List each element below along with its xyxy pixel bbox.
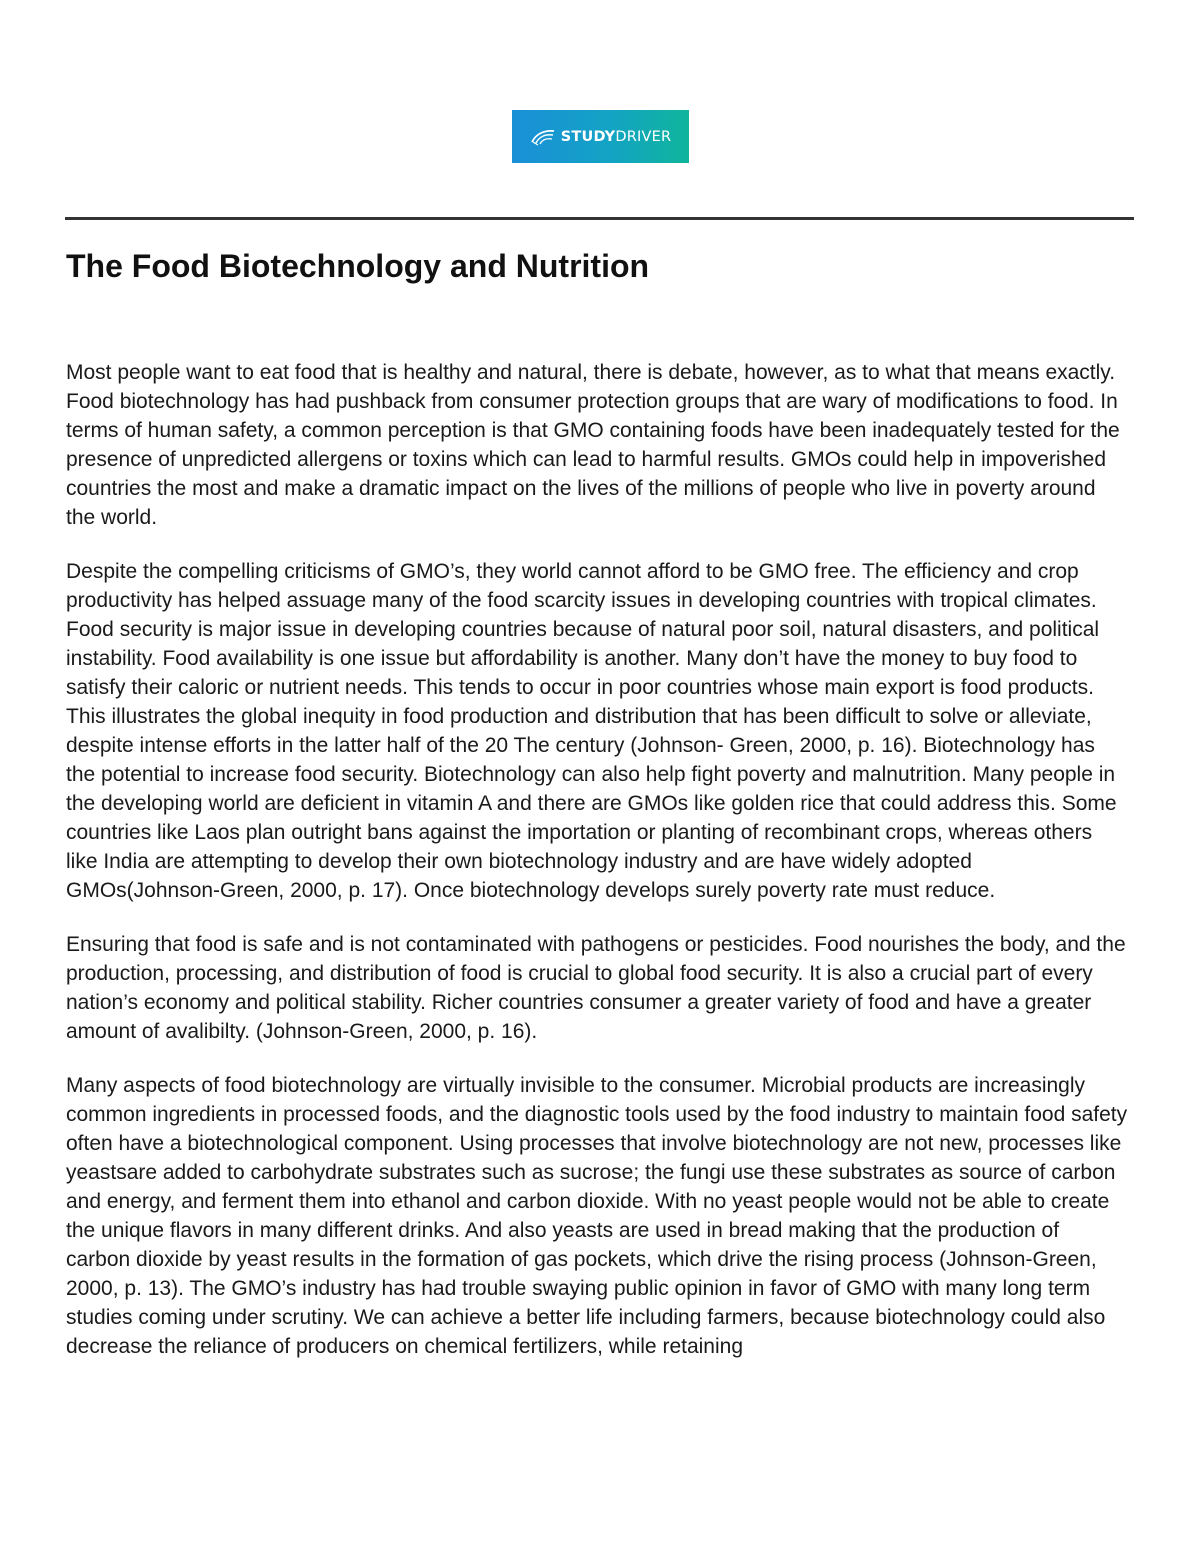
wing-icon [530,128,556,146]
logo-brand-light: DRIVER [615,128,672,145]
paragraph-4: Many aspects of food biotechnology are virtually invisible to the consumer. Microbial products are increasingly common ingredients in processed foods, and the diagnostic tools used by the food industry to maintain food safety often have a biotechnological component. Using processes that involve biotechnology are not new, processes like yeastsare added to carbohydrate substrates such as sucrose; the fungi use these substrates as source of carbon and energy, and ferment them into ethanol and carbon dioxide. With no yeast people would not be able to create the unique flavors in many different drinks. And also yeasts are used in bread making that the production of carbon dioxide by yeast results in the formation of gas pockets, which drive the rising process (Johnson-Green, 2000, p. 13). The GMO’s industry has had trouble swaying public opinion in favor of GMO with many long term studies coming under scrutiny. We can achieve a better life including farmers, because biotechnology could also decrease the reliance of producers on chemical fertilizers, while retaining [66,1074,1128,1358]
studydriver-logo [512,110,689,163]
document-title: The Food Biotechnology and Nutrition [66,248,650,284]
paragraph-3: Ensuring that food is safe and is not contaminated with pathogens or pesticides. Food nourishes the body, and the production, processing, and distribution of food is crucial to global food security. It is also a crucial part of every nation’s economy and political stability. Richer countries consumer a greater variety of food and have a greater amount of avalibilty. (Johnson-Green, 2000, p. 16). [66,933,1126,1043]
logo-wordmark [561,129,671,145]
paragraph-1: Most people want to eat food that is healthy and natural, there is debate, however, as to what that means exactly. Food biotechnology has had pushback from consumer protection groups that are wary of modifications to food. In terms of human safety, a common perception is that GMO containing foods have been inadequately tested for the presence of unpredicted allergens or toxins which can lead to harmful results. GMOs could help in impoverished countries the most and make a dramatic impact on the lives of the millions of people who live in poverty around the world. [66,361,1120,529]
document-body [66,358,1128,1386]
logo-brand-bold: STUDY [560,128,616,145]
header-divider [65,217,1134,220]
paragraph-2: Despite the compelling criticisms of GMO’s, they world cannot afford to be GMO free. The efficiency and crop productivity has helped assuage many of the food scarcity issues in developing countries with tropical climates. Food security is major issue in developing countries because of natural poor soil, natural disasters, and political instability. Food availability is one issue but affordability is another. Many don’t have the money to buy food to satisfy their caloric or nutrient needs. This tends to occur in poor countries whose main export is food products. This illustrates the global inequity in food production and distribution that has been difficult to solve or alleviate, despite intense efforts in the latter half of the 20 The century (Johnson- Green, 2000, p. 16). Biotechnology has the potential to increase food security. Biotechnology can also help fight poverty and malnutrition. Many people in the developing world are deficient in vitamin A and there are GMOs like golden rice that could address this. Some countries like Laos plan outright bans against the importation or planting of recombinant crops, whereas others like India are attempting to develop their own biotechnology industry and are have widely adopted GMOs(Johnson-Green, 2000, p. 17). Once biotechnology develops surely poverty rate must reduce. [66,560,1117,902]
